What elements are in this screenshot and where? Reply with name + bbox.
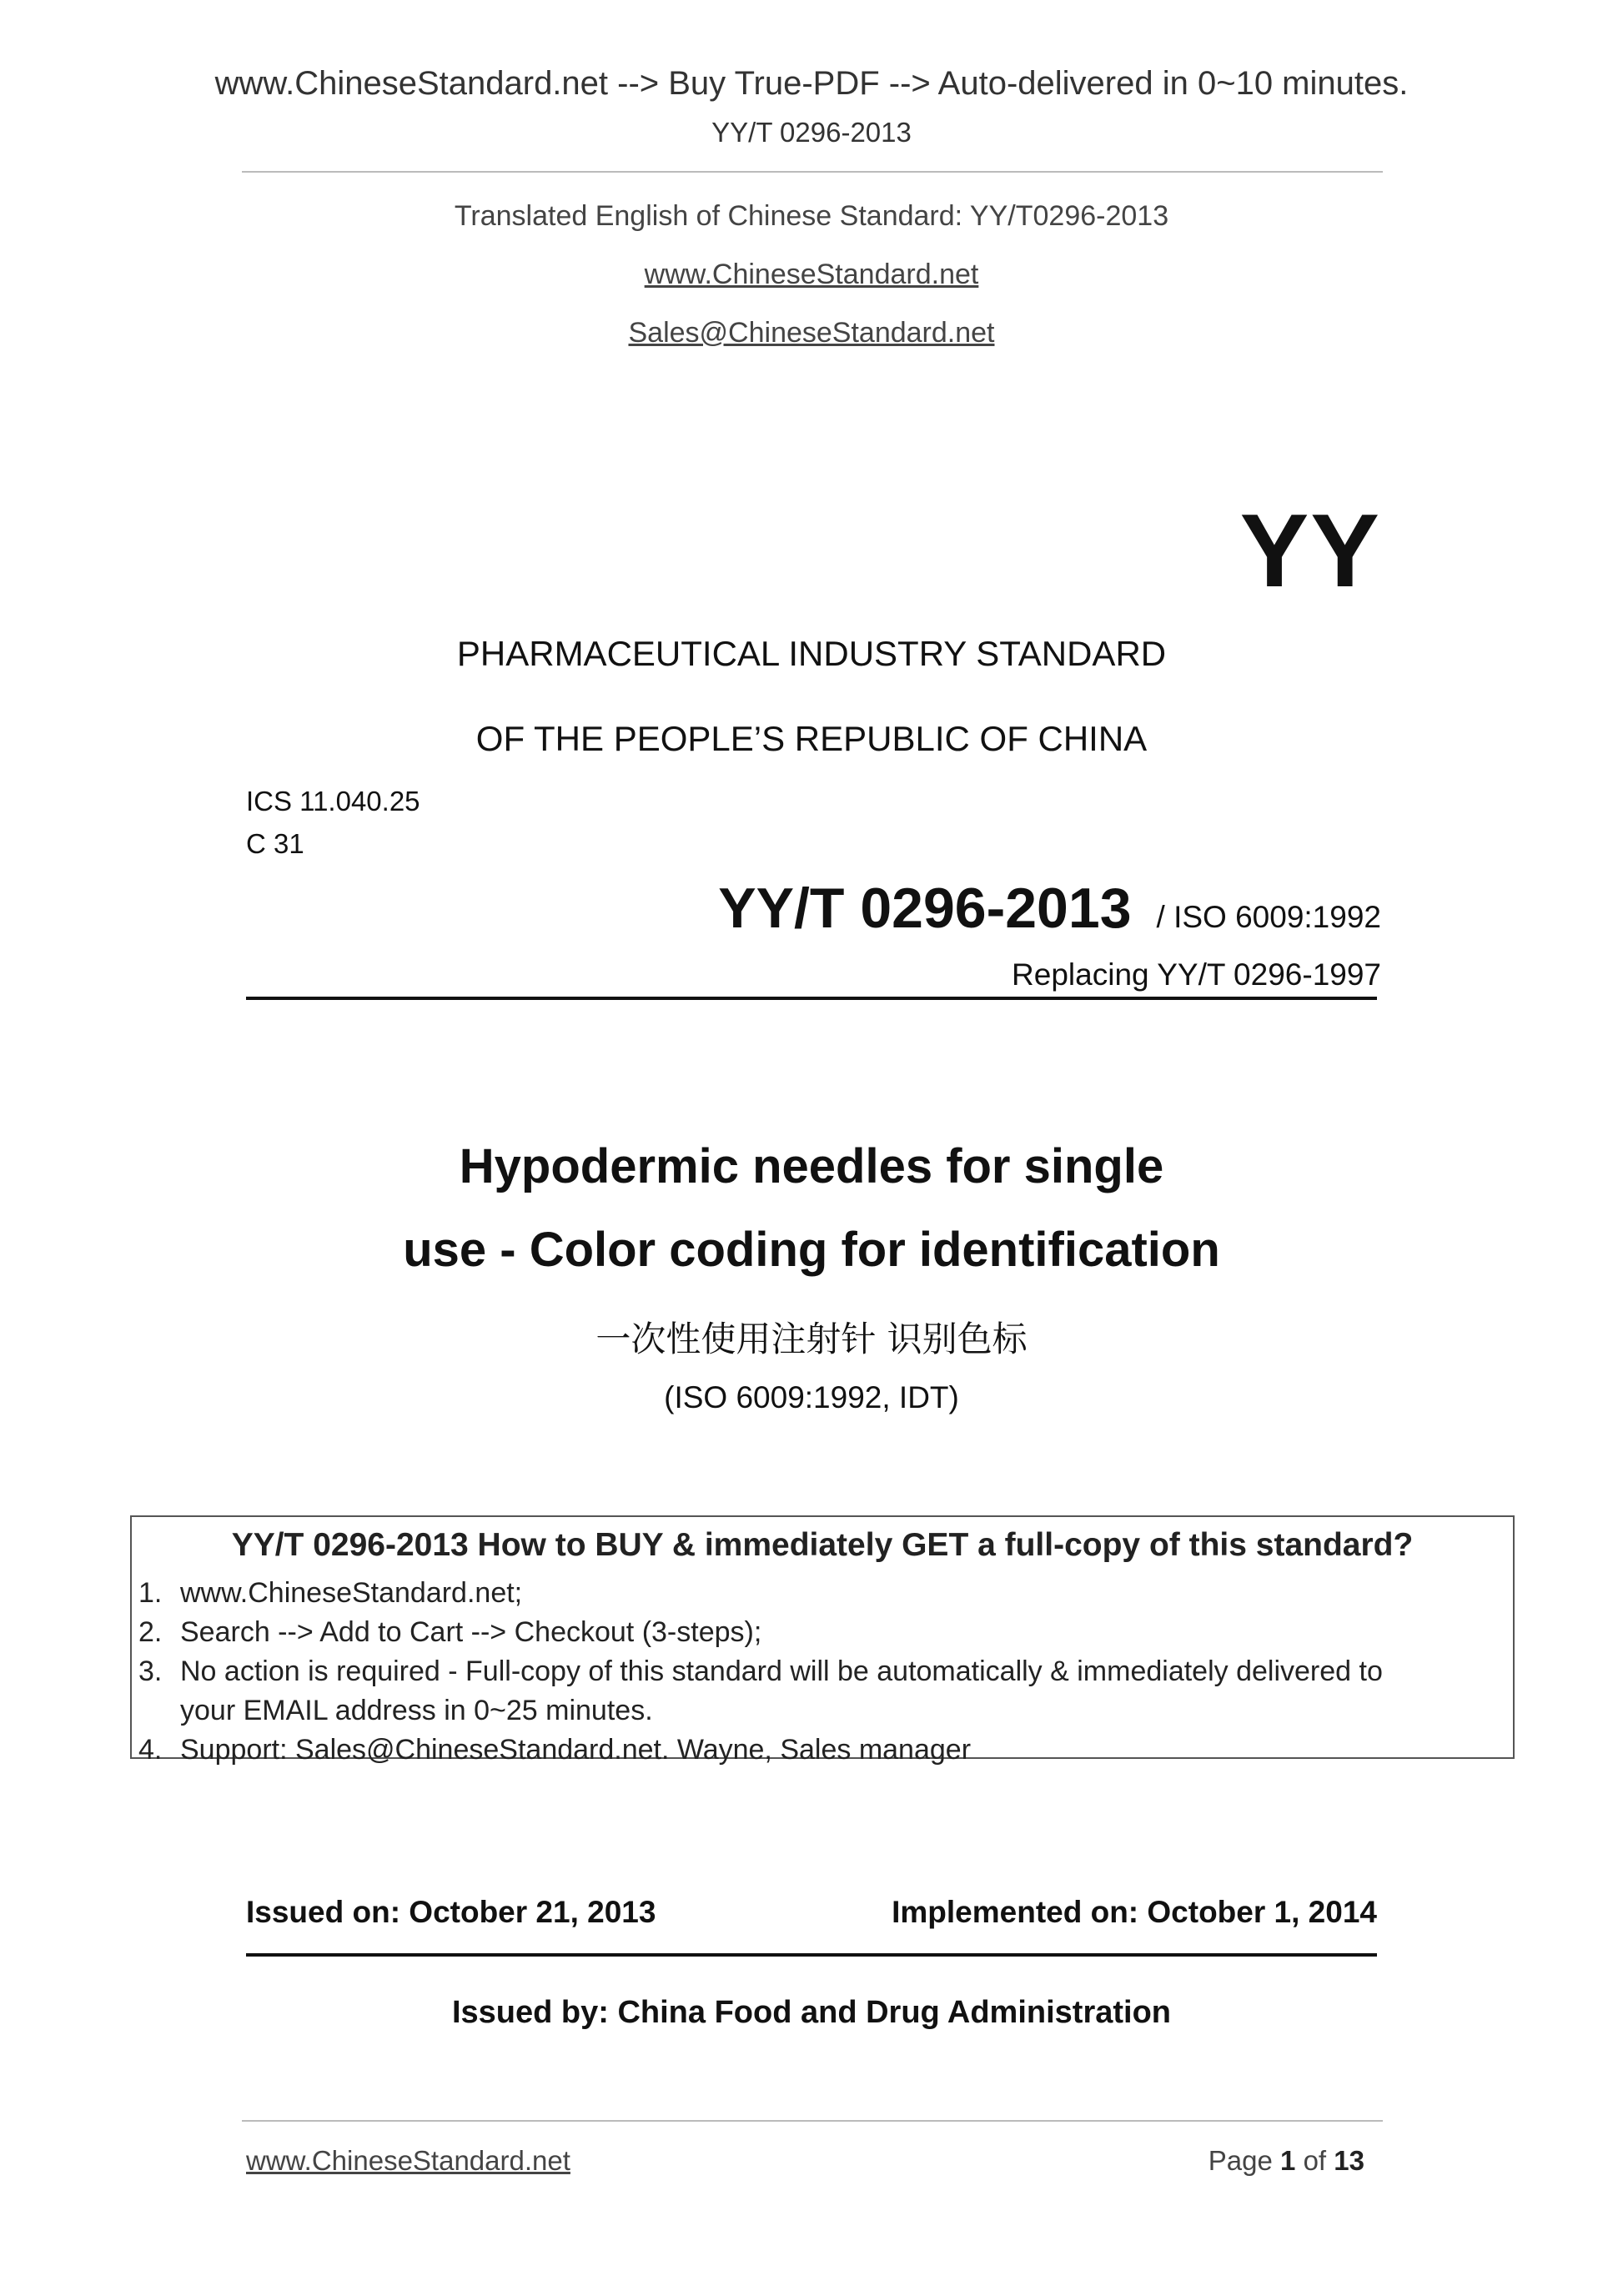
title-divider <box>246 997 1377 1000</box>
issued-by: Issued by: China Food and Drug Administration <box>451 1995 1172 2030</box>
page-current: 1 <box>1280 2145 1296 2176</box>
footer-website-link[interactable]: www.ChineseStandard.net <box>246 2145 570 2176</box>
email-link[interactable] <box>0 317 1623 349</box>
buy-step-text: Search --> Add to Cart --> Checkout (3-steps); <box>180 1616 762 1648</box>
standard-type-line1: PHARMACEUTICAL INDUSTRY STANDARD <box>456 634 1167 673</box>
buy-step-text: No action is required - Full-copy of this standard will be automatically & immediately delivered to <box>180 1655 1383 1687</box>
buy-step-text: www.ChineseStandard.net; <box>180 1577 523 1609</box>
website-link-text[interactable]: www.ChineseStandard.net <box>644 259 979 290</box>
buy-step-number: 1. <box>138 1577 163 1609</box>
header-divider <box>242 171 1383 173</box>
buy-box-title: YY/T 0296-2013 How to BUY & immediately GET a full-copy of this standard? <box>231 1527 1414 1563</box>
buy-step-number: 4. <box>138 1734 163 1766</box>
category-mark: YY <box>1239 494 1381 609</box>
buy-step <box>138 1574 1383 1613</box>
standard-number: YY/T 0296-2013 <box>718 877 1132 940</box>
standard-number-block <box>718 876 1381 941</box>
header-banner: www.ChineseStandard.net --> Buy True-PDF --> Auto-delivered in 0~10 minutes. <box>214 65 1409 102</box>
buy-step-continuation <box>138 1691 1383 1731</box>
translated-line: Translated English of Chinese Standard: YY/T0296-2013 <box>454 200 1169 232</box>
page-label: Page <box>1208 2145 1273 2176</box>
iso-idt-note: (ISO 6009:1992, IDT) <box>664 1380 959 1414</box>
issued-on-date: Issued on: October 21, 2013 <box>246 1895 656 1929</box>
buy-step <box>138 1731 1383 1770</box>
buy-steps-list <box>138 1574 1383 1770</box>
page-total: 13 <box>1334 2145 1364 2176</box>
buy-step-number: 2. <box>138 1616 163 1648</box>
header-std-code: YY/T 0296-2013 <box>711 117 912 148</box>
buy-step <box>138 1613 1383 1652</box>
standard-type-line2: OF THE PEOPLE’S REPUBLIC OF CHINA <box>475 719 1148 758</box>
document-title-chinese: 一次性使用注射针 识别色标 <box>595 1319 1028 1359</box>
dates-divider <box>246 1953 1377 1957</box>
document-title-line2: use - Color coding for identification <box>403 1223 1220 1277</box>
implemented-on-date: Implemented on: October 1, 2014 <box>892 1895 1377 1929</box>
website-link[interactable] <box>0 259 1623 291</box>
footer-divider <box>242 2120 1383 2122</box>
page-of: of <box>1303 2145 1327 2176</box>
buy-step-number: 3. <box>138 1655 163 1687</box>
buy-info-box <box>130 1515 1515 1766</box>
buy-step <box>138 1652 1383 1691</box>
buy-step-text: Support: Sales@ChineseStandard.net. Wayne, Sales manager <box>180 1734 972 1766</box>
buy-step-number <box>138 1691 180 1731</box>
buy-step-text: your EMAIL address in 0~25 minutes. <box>180 1695 653 1726</box>
document-title-line1: Hypodermic needles for single <box>459 1139 1164 1193</box>
iso-reference: / ISO 6009:1992 <box>1156 900 1381 934</box>
ics-code: ICS 11.040.25 <box>246 786 420 816</box>
replacing-note: Replacing YY/T 0296-1997 <box>1012 957 1381 992</box>
ccs-code: C 31 <box>246 828 304 859</box>
email-link-text[interactable]: Sales@ChineseStandard.net <box>628 317 995 349</box>
page-indicator <box>1208 2145 1364 2177</box>
